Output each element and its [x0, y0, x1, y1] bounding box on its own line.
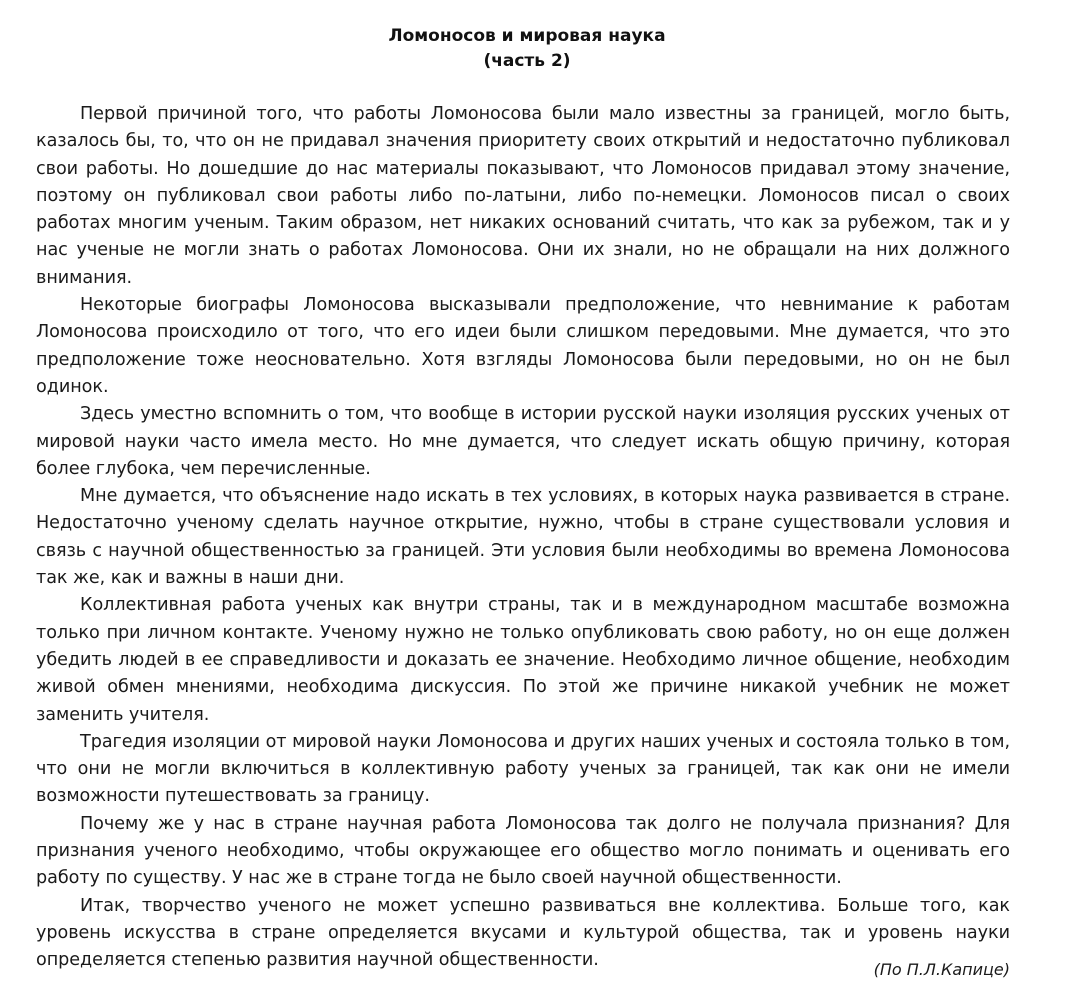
document-subtitle: (часть 2) — [483, 51, 571, 71]
paragraph: Здесь уместно вспомнить о том, что вообще в истории русской науки изоляция русских ученых от мировой науки часто имела место. Но мне думается, что следует искать общую причину, которая более глубока, чем перечисленные. — [36, 404, 1010, 479]
paragraph: Почему же у нас в стране научная работа Ломоносова так долго не получала признания? Для признания ученого необходимо, чтобы окружающее его общество могло понимать и оценивать его работу по существу. У нас же в стране тогда не было своей научной общественности. — [36, 813, 1010, 889]
paragraph: Некоторые биографы Ломоносова высказывали предположение, что невнимание к работам Ломоносова происходило от того, что его идеи были слишком передовыми. Мне думается, что это предположение тоже неосновательно. Хотя взгляды Ломоносова были передовыми, но он не был одинок. — [36, 295, 1010, 397]
paragraph: Итак, творчество ученого не может успешно развиваться вне коллектива. Больше того, как уровень искусства в стране определяется вкусами и культурой общества, так и уровень науки определяется степенью развития научной общественности. — [36, 895, 1010, 971]
paragraph: Первой причиной того, что работы Ломоносова были мало известны за границей, могло быть, казалось бы, то, что он не придавал значения приоритету своих открытий и недостаточно публиковал свои работы. Но дошедшие до нас материалы показывают, что Ломоносов придавал этому значение, поэтому он публиковал свои работы либо по-латыни, либо по-немецки. Ломоносов писал о своих работах многим ученым. Таким образом, нет никаких оснований считать, что как за рубежом, так и у нас ученые не могли знать о работах Ломоносова. Они их знали, но не обращали на них должного внимания. — [36, 104, 1010, 288]
title-block — [36, 24, 1010, 74]
document-body — [36, 101, 1010, 975]
document-title: Ломоносов и мировая наука — [388, 26, 666, 46]
paragraph: Мне думается, что объяснение надо искать в тех условиях, в которых наука развивается в стране. Недостаточно ученому сделать научное открытие, нужно, чтобы в стране существовали условия и связь с научной общественностью за границей. Эти условия были необходимы во времена Ломоносова так же, как и важны в наши дни. — [36, 486, 1010, 589]
source-attribution: (По П.Л.Капице) — [873, 960, 1010, 979]
paragraph: Трагедия изоляции от мировой науки Ломоносова и других наших ученых и состояла только в том, что они не могли включиться в коллективную работу ученых за границей, так как они не имели возможности путешествовать за границу. — [36, 731, 1010, 807]
paragraph: Коллективная работа ученых как внутри страны, так и в международном масштабе возможна только при личном контакте. Ученому нужно не только опубликовать свою работу, но он еще должен убедить людей в ее справедливости и доказать ее значение. Необходимо личное общение, необходим живой обмен мнениями, необходима дискуссия. По этой же причине никакой учебник не может заменить учителя. — [36, 595, 1010, 725]
